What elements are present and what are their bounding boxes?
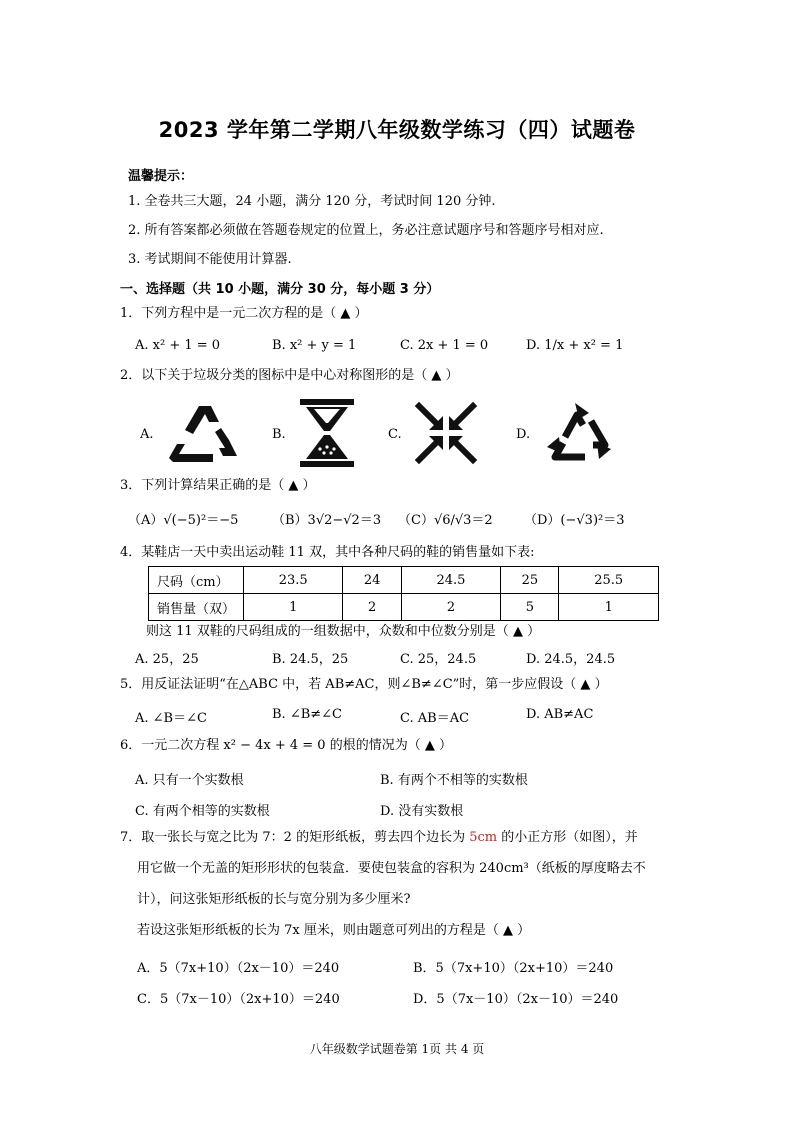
question-7-line4: 若设这张矩形纸板的长为 7x 厘米，则由题意可列出的方程是（ ▲ ） xyxy=(137,923,531,938)
inward-arrows-icon xyxy=(413,400,479,466)
question-1-stem: 1．下列方程中是一元二次方程的是（ ▲ ） xyxy=(120,306,368,321)
page-footer: 八年级数学试题卷第 1页 共 4 页 xyxy=(309,1042,485,1056)
q6-option-c: C. 有两个相等的实数根 xyxy=(135,804,270,819)
question-3-stem: 3．下列计算结果正确的是（ ▲ ） xyxy=(120,478,316,493)
question-7-line2: 用它做一个无盖的矩形形状的包装盒．要使包装盒的容积为 240cm³（纸板的厚度略去不 xyxy=(137,861,646,876)
table-cell: 2 xyxy=(343,594,401,621)
q6-option-d: D. 没有实数根 xyxy=(380,804,464,819)
table-row xyxy=(149,594,659,621)
q6-option-b: B. 有两个不相等的实数根 xyxy=(380,773,528,788)
section-heading: 一、选择题（共 10 小题，满分 30 分，每小题 3 分） xyxy=(120,282,440,297)
q3-option-d: （D）(−√3)²＝3 xyxy=(524,513,625,528)
q5-option-b: B. ∠B≠∠C xyxy=(272,707,342,722)
sales-table xyxy=(148,566,659,621)
q2-label-d: D. xyxy=(516,427,531,442)
notice-heading: 温馨提示： xyxy=(128,169,194,184)
q1-option-c: C. 2x + 1 = 0 xyxy=(400,338,489,353)
table-cell: 25 xyxy=(501,567,559,594)
q4-option-b: B. 24.5，25 xyxy=(272,652,349,667)
table-cell: 24 xyxy=(343,567,401,594)
question-2-stem: 2．以下关于垃圾分类的图标中是中心对称图形的是（ ▲ ） xyxy=(120,368,459,383)
notice-item: 3. 考试期间不能使用计算器. xyxy=(128,252,292,267)
table-cell: 2 xyxy=(401,594,500,621)
table-header-cell: 销售量（双） xyxy=(149,594,244,621)
q2-label-a: A. xyxy=(140,427,154,442)
q7-option-d: D．5（7x－10）（2x－10）＝240 xyxy=(413,992,619,1007)
table-cell: 1 xyxy=(244,594,343,621)
table-cell: 25.5 xyxy=(559,567,659,594)
q3-option-c: （C）√6/√3＝2 xyxy=(398,513,493,528)
q1-option-b: B. x² + y = 1 xyxy=(272,338,357,353)
question-7-line1 xyxy=(120,830,638,846)
q7-line1-red: 5cm xyxy=(469,830,498,845)
question-4-stem2: 则这 11 双鞋的尺码组成的一组数据中，众数和中位数分别是（ ▲ ） xyxy=(146,624,541,639)
table-cell: 24.5 xyxy=(401,567,500,594)
q3-option-a: （A）√(−5)²＝−5 xyxy=(128,513,239,528)
q7-line1-a: 7．取一张长与宽之比为 7：2 的矩形纸板，剪去四个边长为 xyxy=(120,830,470,845)
table-cell: 23.5 xyxy=(244,567,343,594)
table-row xyxy=(149,567,659,594)
table-cell: 1 xyxy=(559,594,659,621)
q5-option-c: C. AB＝AC xyxy=(400,711,470,726)
q1-option-a: A. x² + 1 = 0 xyxy=(135,338,221,353)
q7-line1-b: 的小正方形（如图），并 xyxy=(497,830,638,845)
notice-item: 1. 全卷共三大题，24 小题，满分 120 分，考试时间 120 分钟. xyxy=(128,194,496,209)
question-4-stem: 4．某鞋店一天中卖出运动鞋 11 双，其中各种尺码的鞋的销售量如下表: xyxy=(120,545,535,560)
table-cell: 5 xyxy=(501,594,559,621)
table-header-cell: 尺码（cm） xyxy=(149,567,244,594)
triangle-arrows-icon xyxy=(163,400,243,466)
question-6-stem: 6．一元二次方程 x² − 4x + 4 = 0 的根的情况为（ ▲ ） xyxy=(120,738,452,753)
notice-item: 2. 所有答案都必须做在答题卷规定的位置上，务必注意试题序号和答题序号相对应. xyxy=(128,223,604,238)
q4-option-d: D. 24.5，24.5 xyxy=(526,652,616,667)
q5-option-a: A. ∠B＝∠C xyxy=(135,711,207,726)
q1-option-d: D. 1/x + x² = 1 xyxy=(526,338,624,353)
q7-option-b: B．5（7x+10）（2x+10）＝240 xyxy=(413,961,614,976)
recycle-icon xyxy=(541,397,617,467)
page-title: 2023 学年第二学期八年级数学练习（四）试题卷 xyxy=(158,118,636,142)
q6-option-a: A. 只有一个实数根 xyxy=(135,773,244,788)
q2-label-c: C. xyxy=(388,427,402,442)
q4-option-c: C. 25，24.5 xyxy=(400,652,477,667)
question-7-line3: 计），问这张矩形纸板的长与宽分别为多少厘米? xyxy=(137,892,411,907)
q5-option-d: D. AB≠AC xyxy=(526,707,594,722)
q4-option-a: A. 25，25 xyxy=(135,652,199,667)
question-5-stem: 5．用反证法证明“在△ABC 中，若 AB≠AC，则∠B≠∠C”时，第一步应假设（ ▲ ） xyxy=(120,677,608,692)
q7-option-c: C．5（7x－10）（2x+10）＝240 xyxy=(137,992,340,1007)
q3-option-b: （B）3√2−√2＝3 xyxy=(272,513,382,528)
hourglass-icon xyxy=(296,397,358,469)
q7-option-a: A．5（7x+10）（2x－10）＝240 xyxy=(137,961,340,976)
q2-label-b: B. xyxy=(272,427,286,442)
